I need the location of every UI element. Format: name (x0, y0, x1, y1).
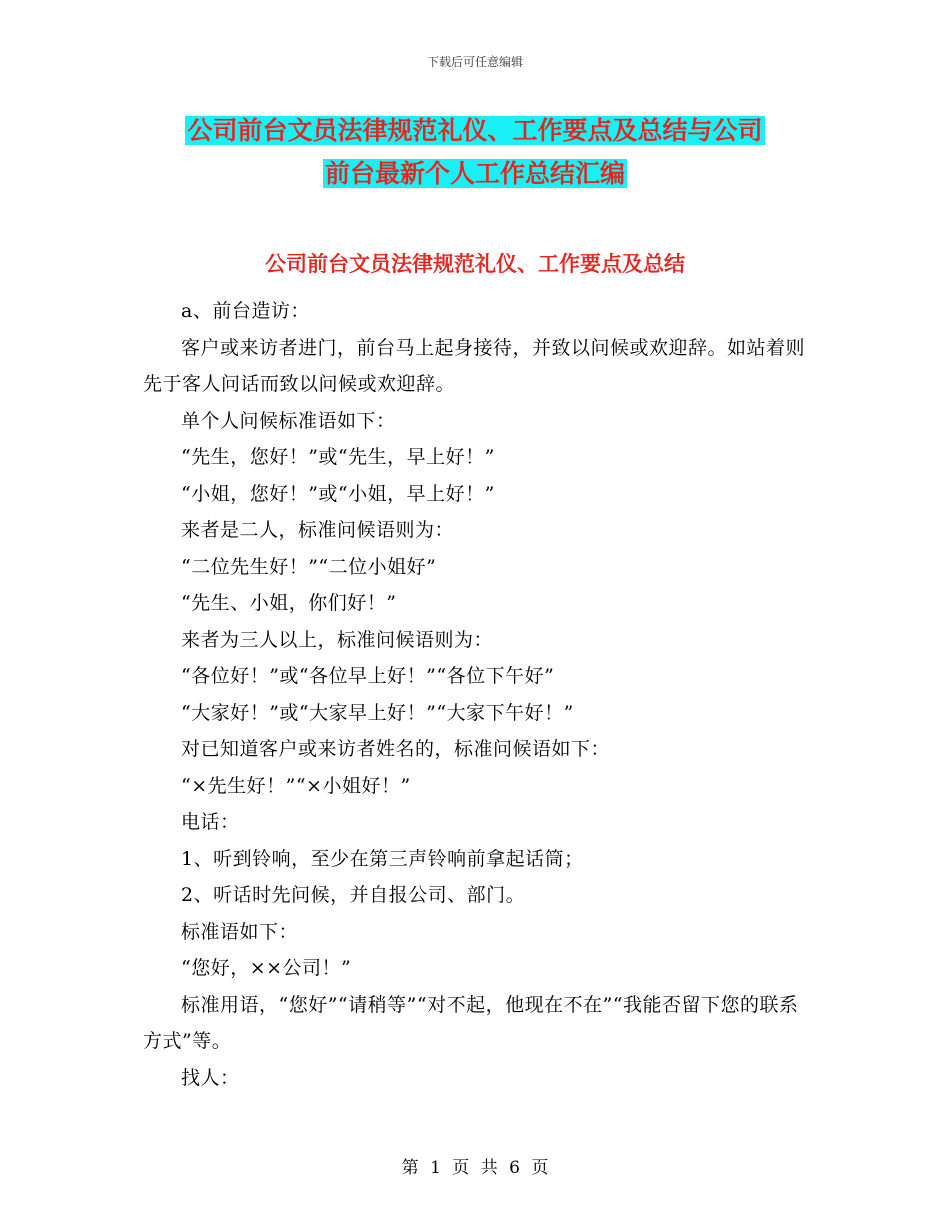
paragraph: 2、听话时先问候，并自报公司、部门。 (181, 884, 526, 906)
main-title-line-1 (0, 113, 950, 149)
paragraph: “二位先生好！”“二位小姐好” (181, 555, 437, 578)
paragraph: 单个人问候标准语如下： (181, 409, 396, 432)
paragraph: “各位好！”或“各位早上好！”“各位下午好” (181, 665, 555, 687)
paragraph: 来者是二人，标准问候语则为： (181, 519, 455, 541)
document-body (143, 293, 808, 1096)
section-title: 公司前台文员法律规范礼仪、工作要点及总结 (265, 252, 685, 276)
paragraph: “小姐，您好！”或“小姐，早上好！” (181, 482, 495, 505)
paragraph: 来者为三人以上，标准问候语则为： (181, 628, 494, 651)
paragraph: 标准语如下： (181, 920, 299, 943)
paragraph: 标准用语，“您好”“请稍等”“对不起，他现在不在”“我能否留下您的联系方式”等。 (143, 993, 799, 1052)
paragraph: 对已知道客户或来访者姓名的，标准问候语如下： (181, 738, 611, 760)
header-note: 下载后可任意编辑 (426, 55, 523, 69)
paragraph: 客户或来访者进门，前台马上起身接待，并致以问候或欢迎辞。如站着则先于客人问话而致以问候或欢迎辞。 (143, 336, 806, 395)
paragraph: “先生，您好！”或“先生，早上好！” (181, 446, 495, 468)
paragraph: “×先生好！”“×小姐好！” (181, 774, 411, 797)
paragraph: “先生、小姐，你们好！” (181, 592, 397, 614)
main-title-line-1-text: 公司前台文员法律规范礼仪、工作要点及总结与公司 (187, 116, 763, 145)
paragraph: “大家好！”或“大家早上好！”“大家下午好！” (181, 701, 574, 724)
paragraph: a、前台造访： (181, 300, 310, 322)
main-title-line-2 (0, 156, 950, 192)
paragraph: 1、听到铃响，至少在第三声铃响前拿起话筒； (181, 847, 584, 870)
paragraph: “您好，××公司！” (181, 957, 352, 979)
page-footer: 第 1 页 共 6 页 (401, 1158, 549, 1178)
main-title-line-2-text: 前台最新个人工作总结汇编 (324, 159, 625, 188)
paragraph: 电话： (181, 811, 240, 833)
paragraph: 找人： (181, 1066, 240, 1089)
